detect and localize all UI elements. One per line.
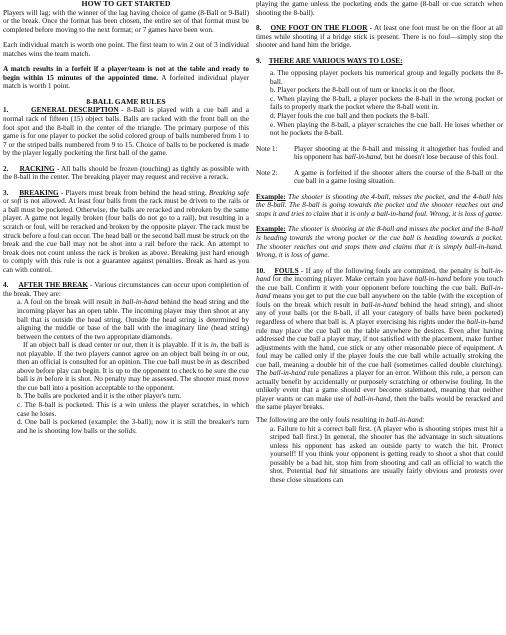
note-1-label: Note 1: [256,144,278,153]
rule-3-heading: BREAKING [19,188,59,197]
rule-2-body: - All balls should be frozen (touching) as tightly as possible with the 8-ball in the center. The breaking player may request and receive a rerack. [3,164,249,182]
rule-10 [256,267,503,412]
r4a-3: behind the head string and the incoming player has an open table. The incoming player may then shoot at any ball that is outside the head string. Outside the head string is determined by aligning the middle or base of the ball with the imaginary line (head string) between the centers of the two appropriate diamonds. [17,298,249,341]
rule-10-heading: FOULS [274,266,299,275]
forfeit-rest: A forfeited individual player match is worth 1 point. [3,73,249,91]
rule-4-item-b: b. The balls are pocketed and it is the other player's turn. [17,392,182,401]
lose-item: c. When playing the 8-ball, a player pockets the 8-ball in the wrong pocket or fails to properly mark the pocket where the 8-ball went in. [270,94,503,112]
r4ap2-8: out [237,349,248,358]
fouls-intro [256,416,503,425]
r4ap2-9: , then an official is consulted for an opinion. The cue ball must be [17,349,250,367]
rule-3-text-d: soft [11,197,22,206]
r10-5: before you touch the cue ball. Confirm it with your opponent before touching the cue ball. [256,275,504,292]
note-2-label: Note 2: [256,168,278,177]
rule-4-item-d [17,418,249,435]
intro-paragraph-2: Each individual match is worth one point. The first team to win 2 out of 3 individual matches wins the team match. [3,41,249,58]
example-2-text: The shooter is shooting at the 8-ball and misses the pocket and the 8-ball is heading towards the wrong pocket or the cue ball is heading towards a pocket. The shooter reaches out and stops them and claims that it is simply ball-in-hand. Wrong, it is loss of game. [256,225,503,260]
rule-10-number: 10. [256,266,266,275]
rule-3-text-b: Breaking safe [208,188,249,197]
r10-9: behind the head string), and shoot any of your balls (or the 8-ball, if all your category of balls have been pocketed) regardless of where that ball is. A player exercising his rights under the [256,300,504,326]
rule-1-heading: GENERAL DESCRIPTION [31,106,119,115]
r10-10: ball-in-hand [466,317,503,326]
page-title: HOW TO GET STARTED [81,0,171,8]
note1-b: ball-in-hand [344,153,381,162]
r4ap2-2: out [121,341,132,350]
example-1-label: Example: [256,192,286,201]
intro-paragraph-1: Players will lag; with the winner of the lag having choice of game (8-Ball or 9-Ball) or the break. Once the format has been chosen, the entire set of that format must be completed before moving to the next format; or 7 games have been won. [3,8,249,34]
rule-8-heading: ONE FOOT ON THE FLOOR [270,24,368,33]
rule-3-text-a: - Players must break from behind the head string. [58,188,209,197]
r10-1: - If any of the following fouls are committed, the penalty is [298,266,482,275]
r4ap2-5: , the ball is not playable. If the two players cannot agree on an object ball being [17,341,249,358]
lose-item: b. Player pockets the 8-ball out of turn or knocks it on the floor. [270,86,455,95]
fouls-list [256,425,503,485]
note1-c: , but he doesn't lose because of this foul. [380,153,499,162]
rule-3-number: 3. [3,188,9,197]
r10-14: ball-in-hand [354,394,391,403]
r10-13: rule penalizes a player for an error. Without this rule, a person can actually benefit by accidentally or purposely scratching or otherwise fouling. In the unlikely event that a game should ever become stalemated, meaning that neither player wants or can make use of [256,369,503,403]
forfeit-paragraph [3,65,249,91]
note1-a: Player shooting at the 8-ball and missing it altogether has fouled and his opponent has [294,144,503,162]
fouls-intro-2: ball-in-hand [386,415,423,424]
rules-heading: 8-BALL GAME RULES [86,96,166,106]
rule-9-heading: THERE ARE VARIOUS WAYS TO LOSE: [268,56,403,65]
rule-4-items [3,298,249,435]
r4ap2-11: as described above before play can begin. It is up to the opponent to check to be sure the cue ball is [17,358,249,384]
r4ap2-12: in [36,375,43,384]
note-2-text: A game is forfeited if the shooter alters the course of the 8-ball or the cue ball in a game losing situation. [294,168,503,186]
foul-item-a [270,425,503,485]
rule-9 [256,57,503,66]
r10-7: means you get to put the cue ball anywhere on the table (with the exception of fouls on the break which result in [256,292,503,309]
foul-a-3: situations are usually fairly obvious and protests over these close situations can [270,467,503,484]
r4d-3: . [135,426,137,435]
rule-3-text-e: is not allowed. At least four balls from the rack must be driven to the rails or a ball must be pocketed. Otherwise, the balls are reracked and rebroken by the same player. A game not legally broken (four balls do not go to a rail), but resulting in a scratch or foul, will be reracked and broken by the opposite player. The rack must be struck before a foul can occur. The head ball or the second ball must be struck on the break and the cue ball may not be shot into a rail before the rack. An attempt to break does not count unless the rack is broken as above. Breaking just hard enough to comply with this rule is not a guarantee against penalties. Break as hard as you can with control. [3,197,249,274]
rule-1-body: - 8-Ball is played with a cue ball and a normal rack of fifteen (15) object balls. Balls are racked with the front ball on the foot spot and the 8-ball in the center of the triangle. The primary purpose of this game is for one player to pocket the solid colored group of balls numbered from 1 to 7 or the striped balls numbered from 9 to 15. Choice of balls to be pocketed is made by the player legally pocketing the first ball of the game. [3,106,249,158]
rule-3-text-c: or [3,197,12,206]
rule-2-number: 2. [3,164,9,173]
rule-4-heading: AFTER THE BREAK [18,281,89,290]
example-1 [256,193,503,219]
rule-4-number: 4. [3,281,9,290]
forfeit-bold: A match results in a forfeit if a player/team is not at the table and ready to begin within 15 minutes of the appointed time. [3,65,249,82]
rule-4-body: - Various circumstances can occur upon completion of the break. They are: [3,281,249,298]
r4ap2-4: in [210,341,217,350]
example-2 [256,225,503,259]
right-column [256,0,503,484]
r4a-2: ball-in-hand [122,298,159,307]
rule-2 [3,165,249,182]
fouls-intro-1: The following are the only fouls resulting in [256,415,387,424]
lose-item: e. When playing the 8-ball, a player scratches the cue ball. He loses whether or not he pockets the 8-ball. [270,120,503,138]
r4ap2-1: If an object ball is dead center or [23,341,122,350]
r10-6: Ball-in-hand [256,283,503,301]
foul-a-2: bad hit [315,467,338,476]
r4ap2-10: in [205,358,212,367]
r4d-2: solids [118,426,136,435]
lose-item: a. The opposing player pockets his numerical group and legally pockets the 8-ball. [270,69,503,86]
r10-8: ball-in-hand [361,300,398,309]
r4ap2-6: in [221,349,228,358]
example-2-label: Example: [256,225,286,234]
r4ap2-3: , then it is playable. If it is [131,341,211,350]
r10-2: ball-in-hand [256,266,503,284]
note-1-text [294,145,503,162]
rule-2-heading: RACKING [19,164,55,173]
note-2 [256,169,503,186]
example-1-text: The shooter is shooting the 4-ball, misses the pocket, and the 4-ball hits the 8-ball. The 8-ball is going towards the pocket and the shooter reaches out and stops it and tries to claim that it is only a ball-in-hand foul. Wrong, it is loss of game. [256,192,503,218]
rule-4-item-a [17,298,249,341]
r10-15: , then the balls would be reracked and the same player breaks. [256,394,503,412]
note-1 [256,145,503,162]
foul-a-1: a. Failure to hit a correct ball first. (A player who is shooting stripes must hit a striped ball first.) In general, the shooter has the advantage in such situations unless his opponent has asked an outside party to watch the hit. Protect yourself! If you think your opponent is getting ready to shoot a shot that could possibly be a bad hit, stop him from shooting and call an official to watch the shot. Potential [270,424,503,476]
lose-item: d. Player fouls the cue ball and then pockets the 8-ball. [270,112,430,121]
left-column [3,0,249,435]
rule-8-number: 8. [256,24,262,33]
r10-11: rule may place the cue ball on the table anywhere he desires. Even after having addressed the cue ball a player may, if not satisfied with the placement, make further adjustments with the hand, cue stick or any other reasonable piece of equipment. A foul may be called only if the player fouls the cue ball while actually stroking the cue ball, meaning a double hit of the cue ball (sometimes called double clutching). The [256,326,503,378]
rule-4-item-a-p2 [17,341,249,392]
r4d-1: d. One ball is pocketed (example: the 3-ball); now it is still the breaker's turn and he is shooting low balls or the [17,418,249,435]
r10-3: for the incoming player. Make certain you have [270,275,415,284]
fouls-intro-3: : [422,415,425,424]
rule-9-number: 9. [256,56,262,65]
r4ap2-7: or [227,349,238,358]
rule-1-number: 1. [3,106,9,115]
r4ap2-13: before it is shot. No penalty may be assessed. The shooter must move the cue ball into a position acceptable to the opponent. [17,375,249,392]
lose-list [256,69,503,137]
r10-4: ball-in-hand [414,275,452,284]
rule-3 [3,189,249,274]
continued-text: playing the game unless the pocketing ends the game (8-ball or cue scratch when shooting the 8-ball). [256,0,503,17]
rule-1-text [3,106,249,157]
rule-4-item-c: c. The 8-ball is pocketed. This is a win unless the player scratches, in which case he loses. [17,400,249,418]
rule-8-body: - At least one foot must be on the floor at all times while shooting if a bridge stick is present. There is no foul—simply stop the shooter and hand him the bridge. [256,24,503,50]
rule-8 [256,24,503,50]
r10-12: ball-in-hand [269,369,306,378]
r4a-1: a. A foul on the break will result in [17,298,123,307]
rule-4 [3,281,249,298]
